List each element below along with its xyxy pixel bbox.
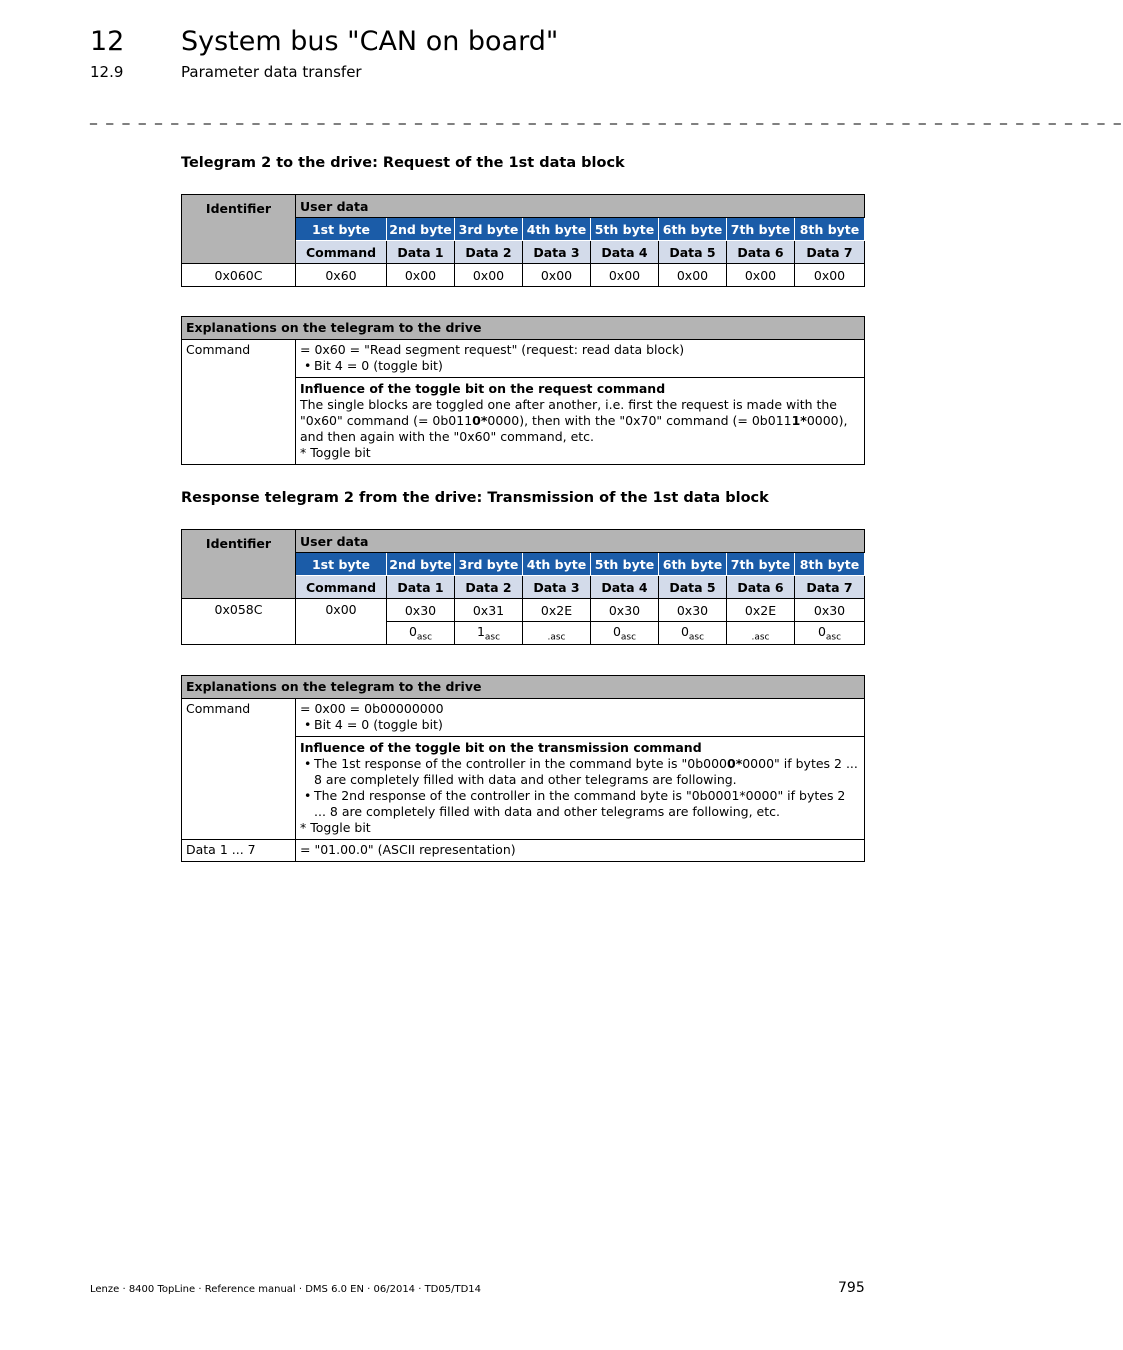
header-divider: _ _ _ _ _ _ _ _ _ _ _ _ _ _ _ _ _ _ _ _ _ _ _ _ _ _ _ _ _ _ _ _ _ _ _ _ _ _ _ _ _ _ _ _ _ _ _ _ _ _ _ _ _ _ _ _ _ _ _ _ _ _ _ _ (90, 109, 1123, 125)
byte-header: 2nd byte (387, 553, 455, 576)
field-header: Data 1 (387, 241, 455, 264)
footnote: * Toggle bit (300, 820, 371, 835)
field-header: Data 5 (659, 576, 727, 599)
field-header: Data 6 (727, 241, 795, 264)
ascii-value: $0_{asc}$ (387, 622, 455, 645)
explanation-1-table (181, 316, 865, 465)
user-data-header: User data (296, 195, 865, 218)
toggle-influence (296, 737, 865, 840)
toggle-bit-item: • Bit 4 = 0 (toggle bit) (314, 717, 860, 733)
field-header: Data 2 (455, 241, 523, 264)
field-header: Data 1 (387, 576, 455, 599)
field-header: Data 5 (659, 241, 727, 264)
response-item: • The 2nd response of the controller in the command byte is "0b0001*0000" if bytes 2 ... 8 are completely filled with data and other telegrams are following, etc. (314, 788, 860, 820)
byte-header: 6th byte (659, 218, 727, 241)
identifier-header: Identifier (182, 530, 296, 599)
byte-header: 1st byte (296, 218, 387, 241)
user-data-header: User data (296, 530, 865, 553)
field-header: Data 7 (795, 241, 865, 264)
data-description: = "01.00.0" (ASCII representation) (296, 840, 865, 862)
byte-value: 0x00 (795, 264, 865, 287)
data-label: Data 1 ... 7 (182, 840, 296, 862)
explanation-header: Explanations on the telegram to the drive (182, 676, 865, 699)
telegram-1-table (181, 194, 865, 287)
page-number: 795 (838, 1280, 865, 1296)
field-header: Data 4 (591, 576, 659, 599)
section-number: 12.9 (90, 63, 124, 81)
field-header: Command (296, 241, 387, 264)
telegram-2-table (181, 529, 865, 645)
identifier-value: 0x060C (182, 264, 296, 287)
field-header: Data 3 (523, 241, 591, 264)
command-label: Command (182, 340, 296, 465)
command-value: = 0x00 = 0b00000000 (300, 701, 444, 716)
ascii-value: $0_{asc}$ (591, 622, 659, 645)
byte-header: 1st byte (296, 553, 387, 576)
byte-value: 0x2E (727, 599, 795, 622)
byte-value: 0x30 (387, 599, 455, 622)
byte-value: 0x00 (296, 599, 387, 645)
byte-header: 5th byte (591, 553, 659, 576)
field-header: Data 6 (727, 576, 795, 599)
byte-value: 0x00 (659, 264, 727, 287)
ascii-value: $1_{asc}$ (455, 622, 523, 645)
byte-header: 2nd byte (387, 218, 455, 241)
field-header: Data 3 (523, 576, 591, 599)
byte-value: 0x00 (727, 264, 795, 287)
byte-header: 4th byte (523, 553, 591, 576)
identifier-value: 0x058C (182, 599, 296, 645)
ascii-value: $0_{asc}$ (795, 622, 865, 645)
section-title: Parameter data transfer (181, 63, 362, 81)
byte-value: 0x30 (591, 599, 659, 622)
byte-header: 3rd byte (455, 553, 523, 576)
chapter-number: 12 (90, 26, 125, 57)
field-header: Data 4 (591, 241, 659, 264)
byte-value: 0x60 (296, 264, 387, 287)
field-header: Command (296, 576, 387, 599)
chapter-title: System bus "CAN on board" (181, 26, 559, 57)
ascii-value: .asc (727, 622, 795, 645)
byte-header: 8th byte (795, 218, 865, 241)
telegram-2-heading: Response telegram 2 from the drive: Transmission of the 1st data block (181, 490, 769, 506)
byte-header: 6th byte (659, 553, 727, 576)
byte-header: 5th byte (591, 218, 659, 241)
byte-value: 0x00 (591, 264, 659, 287)
ascii-value: $0_{asc}$ (659, 622, 727, 645)
byte-value: 0x31 (455, 599, 523, 622)
footnote: * Toggle bit (300, 445, 371, 460)
byte-header: 7th byte (727, 218, 795, 241)
toggle-influence-heading: Influence of the toggle bit on the transmission command (300, 740, 702, 755)
toggle-influence-text: The single blocks are toggled one after another, i.e. first the request is made with the "0x60" command (= 0b0110*0000), then with the "0x70" command (= 0b0111*0000), and then again with the "0x60" command, etc. (300, 397, 848, 444)
ascii-value: .asc (523, 622, 591, 645)
toggle-influence-heading: Influence of the toggle bit on the request command (300, 381, 666, 396)
page-footer: Lenze · 8400 TopLine · Reference manual · DMS 6.0 EN · 06/2014 · TD05/TD14 (90, 1284, 482, 1295)
byte-header: 4th byte (523, 218, 591, 241)
toggle-influence (296, 378, 865, 465)
toggle-bit-item: • Bit 4 = 0 (toggle bit) (314, 358, 860, 374)
field-header: Data 7 (795, 576, 865, 599)
byte-header: 3rd byte (455, 218, 523, 241)
byte-value: 0x30 (659, 599, 727, 622)
byte-header: 7th byte (727, 553, 795, 576)
field-header: Data 2 (455, 576, 523, 599)
identifier-header: Identifier (182, 195, 296, 264)
byte-value: 0x00 (387, 264, 455, 287)
byte-value: 0x30 (795, 599, 865, 622)
command-label: Command (182, 699, 296, 840)
command-description (296, 699, 865, 737)
response-item: • The 1st response of the controller in the command byte is "0b0000*0000" if bytes 2 ... 8 are completely filled with data and other telegrams are following. (314, 756, 860, 788)
explanation-2-table (181, 675, 865, 862)
command-value: = 0x60 = "Read segment request" (request: read data block) (300, 342, 685, 357)
byte-header: 8th byte (795, 553, 865, 576)
byte-value: 0x00 (455, 264, 523, 287)
command-description (296, 340, 865, 378)
byte-value: 0x00 (523, 264, 591, 287)
byte-value: 0x2E (523, 599, 591, 622)
explanation-header: Explanations on the telegram to the drive (182, 317, 865, 340)
telegram-1-heading: Telegram 2 to the drive: Request of the 1st data block (181, 155, 625, 171)
